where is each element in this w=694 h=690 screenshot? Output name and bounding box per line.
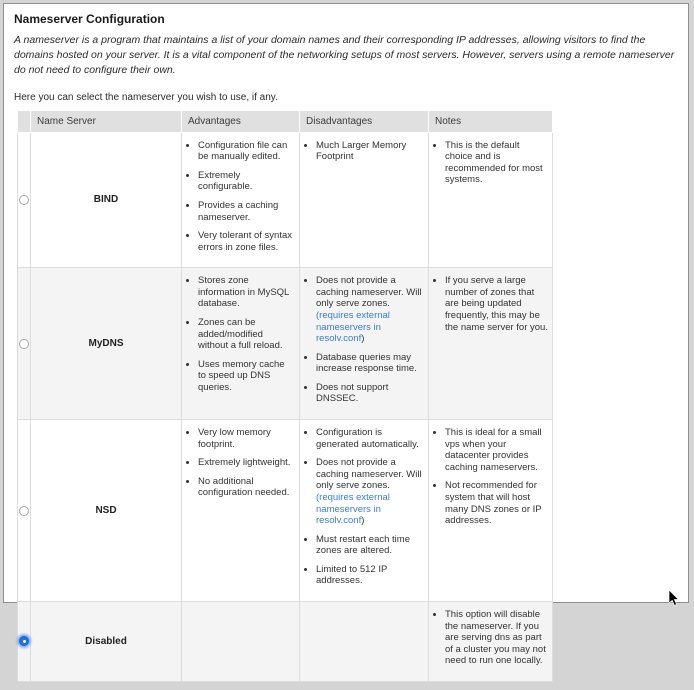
selection-instruction: Here you can select the nameserver you wish to use, if any. (14, 91, 278, 103)
radio-nsd[interactable] (19, 506, 29, 516)
table-row-bind (18, 132, 553, 268)
disadvantages-cell (300, 602, 429, 682)
advantages-cell (182, 602, 300, 682)
advantages-cell (182, 268, 300, 420)
radio-column-header (18, 110, 31, 132)
bullet-item: • Database queries may increase response time. (316, 352, 424, 375)
nameserver-table (17, 110, 553, 682)
column-header-name-server: Name Server (31, 110, 182, 132)
nameserver-configuration-panel (3, 3, 689, 667)
notes-cell (429, 420, 553, 602)
disadvantages-list (300, 133, 428, 177)
radio-cell (18, 268, 31, 420)
bullet-item: • Configuration file can be manually edited. (198, 140, 295, 163)
bullet-item: • Must restart each time zones are altered. (316, 534, 424, 557)
bullet-item: • Very tolerant of syntax errors in zone files. (198, 230, 295, 253)
panel-content (4, 4, 688, 690)
disadvantages-list (300, 420, 428, 601)
bullet-item: • Much Larger Memory Footprint (316, 140, 424, 163)
table-row-mydns (18, 268, 553, 420)
radio-bind[interactable] (19, 195, 29, 205)
table-row-disabled (18, 602, 553, 682)
advantages-list (182, 133, 299, 268)
bullet-item: • Uses memory cache to speed up DNS queries. (198, 359, 295, 394)
nameserver-name: Disabled (31, 602, 182, 682)
bullet-item: • Does not provide a caching nameserver. Will only serve zones. (requires external nameservers in resolv.conf) (316, 457, 424, 526)
bullet-item: • Provides a caching nameserver. (198, 200, 295, 223)
notes-list (429, 602, 552, 681)
bullet-item: • This is the default choice and is recommended for most systems. (445, 140, 548, 186)
bullet-item: • Stores zone information in MySQL database. (198, 275, 295, 310)
advantages-cell (182, 420, 300, 602)
column-header-disadvantages: Disadvantages (300, 110, 429, 132)
advantages-list (182, 420, 299, 513)
page-title: Nameserver Configuration (14, 12, 165, 26)
bullet-item: • Not recommended for system that will host many DNS zones or IP addresses. (445, 480, 548, 526)
advantages-cell (182, 132, 300, 268)
disadvantages-cell (300, 268, 429, 420)
radio-disabled-selected[interactable] (19, 636, 29, 646)
bullet-item: • Configuration is generated automatically. (316, 427, 424, 450)
nameserver-name: NSD (31, 420, 182, 602)
column-header-advantages: Advantages (182, 110, 300, 132)
bullet-item: • If you serve a large number of zones that are being updated frequently, this may be the name server for you. (445, 275, 548, 333)
notes-cell (429, 602, 553, 682)
bullet-item: • No additional configuration needed. (198, 476, 295, 499)
bullet-item: • This option will disable the nameserver. If you are serving dns as part of a cluster you may not need to run one locally. (445, 609, 548, 667)
bullet-item: • Zones can be added/modified without a full reload. (198, 317, 295, 352)
bullet-item: • Limited to 512 IP addresses. (316, 564, 424, 587)
column-header-notes: Notes (429, 110, 553, 132)
radio-cell (18, 420, 31, 602)
radio-cell (18, 602, 31, 682)
notes-cell (429, 132, 553, 268)
nameserver-description: A nameserver is a program that maintains a list of your domain names and their corresponding IP addresses, allowing visitors to find the domains hosted on your server. It is a vital component of the networking setups of most servers. However, servers using a remote nameserver do not need to configure their own. (14, 34, 675, 77)
bullet-item: • Very low memory footprint. (198, 427, 295, 450)
notes-list (429, 133, 552, 200)
bullet-item: • Extremely configurable. (198, 170, 295, 193)
nameserver-name: BIND (31, 132, 182, 268)
advantages-list (182, 268, 299, 407)
table-row-nsd (18, 420, 553, 602)
bullet-item: • Does not provide a caching nameserver. Will only serve zones. (requires external nameservers in resolv.conf) (316, 275, 424, 344)
bullet-item: • Extremely lightweight. (198, 457, 295, 469)
disadvantages-cell (300, 132, 429, 268)
disadvantages-list (300, 268, 428, 419)
notes-list (429, 268, 552, 347)
resolv-conf-link[interactable]: (requires external nameservers in resolv.conf (316, 310, 390, 345)
disadvantages-cell (300, 420, 429, 602)
nameserver-name: MyDNS (31, 268, 182, 420)
resolv-conf-link[interactable]: (requires external nameservers in resolv.conf (316, 491, 390, 527)
bullet-item: • Does not support DNSSEC. (316, 382, 424, 405)
nameserver-table-body (18, 132, 553, 681)
notes-cell (429, 268, 553, 420)
radio-cell (18, 132, 31, 268)
bullet-item: • This is ideal for a small vps when your datacenter provides caching nameservers. (445, 427, 548, 473)
notes-list (429, 420, 552, 541)
radio-mydns[interactable] (19, 339, 29, 349)
table-header-row (18, 110, 553, 132)
